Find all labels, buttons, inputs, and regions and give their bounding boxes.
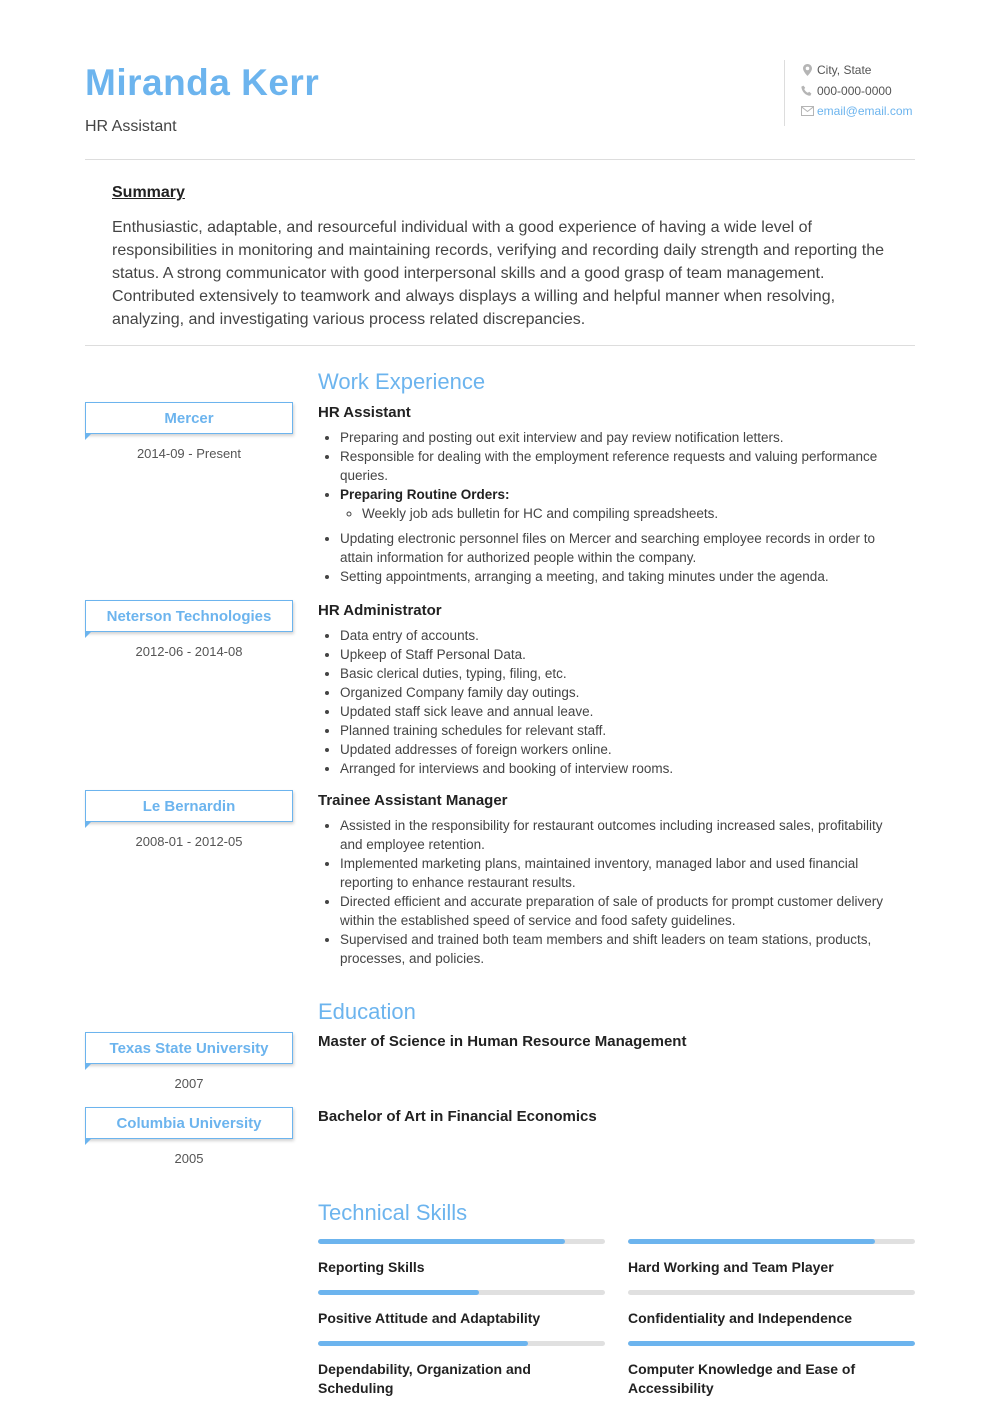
skill-bar	[318, 1341, 605, 1346]
job-dates: 2014-09 - Present	[136, 446, 242, 461]
sub-bullets	[340, 504, 908, 523]
map-pin-icon	[797, 64, 817, 76]
bullet-item: • Assisted in the responsibility for restaurant outcomes including increased sales, profitability and employee retention.	[340, 816, 908, 854]
skill-label: Positive Attitude and Adaptability	[318, 1310, 541, 1326]
contact-email[interactable]	[797, 101, 913, 122]
bullet-item: • Updating electronic personnel files on Mercer and searching employee records in order to attain information for authorized people within the company.	[340, 529, 908, 567]
skill-bar-fill	[318, 1290, 479, 1295]
skill-bar-fill	[318, 1239, 565, 1244]
skill-bar	[628, 1341, 915, 1346]
company-tag-le-bernardin: Le Bernardin	[85, 790, 293, 822]
job-bullets	[318, 816, 908, 968]
summary-heading: Summary	[112, 184, 185, 201]
skill-label: Hard Working and Team Player	[628, 1259, 834, 1275]
skill-item	[628, 1239, 915, 1277]
skill-item	[628, 1341, 915, 1398]
job-entry	[318, 403, 908, 586]
candidate-title: HR Assistant	[85, 118, 177, 135]
phone-text: 000-000-0000	[817, 83, 892, 98]
bullet-item: • Data entry of accounts.	[340, 626, 908, 645]
job-bullets	[318, 626, 908, 778]
bullet-item: • Planned training schedules for relevant staff.	[340, 721, 908, 740]
skill-bar	[628, 1239, 915, 1244]
bullet-item: • Organized Company family day outings.	[340, 683, 908, 702]
bullet-item: • Supervised and trained both team members and shift leaders on team stations, products, processes, and policies.	[340, 930, 908, 968]
email-link[interactable]: email@email.com	[817, 104, 913, 119]
school-tag-columbia: Columbia University	[85, 1107, 293, 1139]
job-bullets	[318, 428, 908, 586]
sub-bullet-item: ◦ Weekly job ads bulletin for HC and compiling spreadsheets.	[362, 504, 908, 523]
bullet-item: • Setting appointments, arranging a meeting, and taking minutes under the agenda.	[340, 567, 908, 586]
bullet-item: • Directed efficient and accurate preparation of sale of products for prompt customer delivery within the established speed of service and food safety guidelines.	[340, 892, 908, 930]
job-role: HR Administrator	[318, 602, 442, 619]
bullet-subheading: Preparing Routine Orders:	[340, 487, 510, 502]
bullet-item: • Updated addresses of foreign workers online.	[340, 740, 908, 759]
skill-item	[318, 1239, 605, 1277]
company-tag-neterson: Neterson Technologies	[85, 600, 293, 632]
company-tag-mercer: Mercer	[85, 402, 293, 434]
skill-bar-fill	[628, 1239, 875, 1244]
skill-bar-fill	[628, 1341, 915, 1346]
bullet-item	[340, 485, 908, 523]
job-entry	[318, 601, 908, 778]
skill-item	[318, 1341, 605, 1398]
contact-phone	[797, 81, 913, 102]
job-dates: 2012-06 - 2014-08	[135, 644, 243, 659]
location-text: City, State	[817, 63, 872, 78]
contact-location	[797, 60, 913, 81]
skill-bar-fill	[318, 1341, 528, 1346]
bullet-item: • Arranged for interviews and booking of interview rooms.	[340, 759, 908, 778]
skill-label: Computer Knowledge and Ease of Accessibility	[628, 1361, 856, 1396]
job-dates: 2008-01 - 2012-05	[135, 834, 243, 849]
envelope-icon	[797, 106, 817, 116]
technical-skills-heading: Technical Skills	[318, 1200, 468, 1225]
bullet-item: • Updated staff sick leave and annual leave.	[340, 702, 908, 721]
bullet-item: • Preparing and posting out exit interview and pay review notification letters.	[340, 428, 908, 447]
header-divider	[85, 159, 915, 160]
bullet-item: • Basic clerical duties, typing, filing, etc.	[340, 664, 908, 683]
summary-text: Enthusiastic, adaptable, and resourceful individual with a good experience of having a wide level of responsibilities in monitoring and maintaining records, verifying and recording daily strength and reporting the status. A strong communicator with good interpersonal skills and a good grasp of team management. Contributed extensively to teamwork and always displays a willing and helpful manner when resolving, analyzing, and investigating various process related discrepancies.	[112, 219, 884, 328]
skill-label: Confidentiality and Independence	[628, 1310, 853, 1326]
skill-item	[318, 1290, 605, 1328]
work-experience-heading: Work Experience	[318, 369, 486, 394]
education-year: 2005	[174, 1151, 204, 1166]
education-year: 2007	[174, 1076, 204, 1091]
degree-title: Master of Science in Human Resource Management	[318, 1033, 687, 1050]
skill-bar	[318, 1290, 605, 1295]
skill-bar	[628, 1290, 915, 1295]
skill-label: Reporting Skills	[318, 1259, 425, 1275]
skill-label: Dependability, Organization and Scheduling	[318, 1361, 531, 1396]
job-entry	[318, 791, 908, 968]
candidate-name: Miranda Kerr	[85, 62, 320, 103]
skill-bar	[318, 1239, 605, 1244]
bullet-item: • Upkeep of Staff Personal Data.	[340, 645, 908, 664]
education-heading: Education	[318, 999, 416, 1024]
summary-divider	[85, 345, 915, 346]
job-role: Trainee Assistant Manager	[318, 792, 508, 809]
skill-item	[628, 1290, 915, 1328]
contact-block	[784, 60, 913, 126]
job-role: HR Assistant	[318, 404, 411, 421]
bullet-item: • Responsible for dealing with the employment reference requests and valuing performance queries.	[340, 447, 908, 485]
bullet-item: • Implemented marketing plans, maintained inventory, managed labor and used financial reporting to enhance restaurant results.	[340, 854, 908, 892]
degree-title: Bachelor of Art in Financial Economics	[318, 1108, 597, 1125]
school-tag-texas-state: Texas State University	[85, 1032, 293, 1064]
phone-icon	[797, 85, 817, 97]
